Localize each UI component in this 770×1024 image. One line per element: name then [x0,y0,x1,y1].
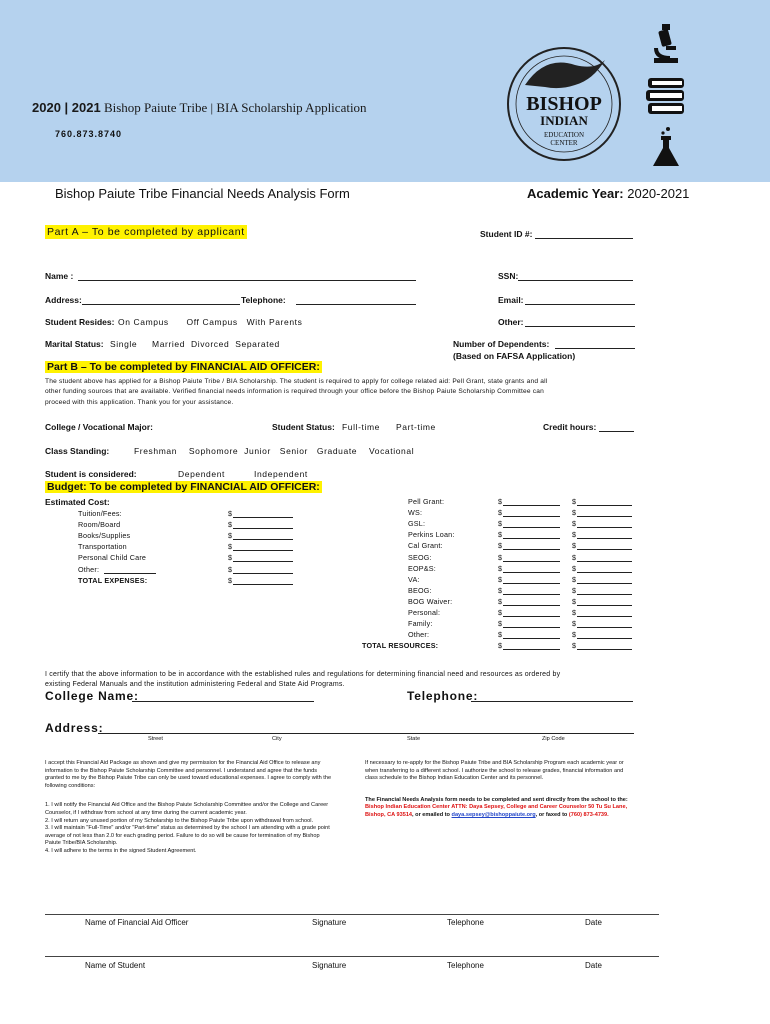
dollar-sign: $ [572,563,577,573]
cost-item-label: Personal Child Care [78,553,147,563]
name-field[interactable] [78,280,416,281]
considered-label: Student is considered: [45,469,137,479]
dollar-sign: $ [572,541,577,551]
resource-item-label: Family: [408,619,433,629]
telephone-label: Telephone: [241,295,286,305]
resource-item-label: VA: [408,574,420,584]
college-name-field[interactable] [132,701,314,702]
right-agreement-text: If necessary to re-apply for the Bishop Paiute Tribe and BIA Scholarship Program each academic year or when transferring to a different school. I authorize the school to release grades, financial information and class schedule to the Bishop Indian Education Center and its personnel. The Financial Needs Analysis form needs to be completed and sent directly from the school to the: Bishop Indian Education Center ATTN: Daya Sepsey, College and Career Counselor 50 Tu Su Lane, Bishop, CA 93514, or emailed to daya.sepsey@bishoppaiute.org, or faxed to (760) 873-4739. [365,760,628,818]
resource-col1-field[interactable] [503,538,560,539]
email-link[interactable]: daya.sepsey@bishoppaiute.org [451,811,536,818]
dollar-sign: $ [498,541,503,551]
resource-col1-field[interactable] [503,561,560,562]
bishop-indian-education-center-logo [505,45,623,163]
cost-item-label: Books/Supplies [78,531,131,541]
resource-item-label: Cal Grant: [408,541,443,551]
dollar-sign: $ [498,585,503,595]
resource-col1-field[interactable] [503,616,560,617]
resource-col2-field[interactable] [577,527,632,528]
sig2-telephone: Telephone [447,961,484,970]
resource-item-label: Other: [408,630,430,640]
other-cost-blank[interactable] [104,573,156,574]
books-icon [644,74,688,118]
address2-label: Address: [45,721,104,735]
resource-col2-field[interactable] [577,516,632,517]
part-b-intro-2: other funding sources that are available. Verified financial needs information is required through your office before the Bishop Paiute Scholarship Committee can [45,388,545,395]
other-field[interactable] [525,326,635,327]
dollar-sign: $ [572,619,577,629]
application-title: 2020 | 2021 Bishop Paiute Tribe | BIA Scholarship Application [32,100,367,115]
major-label: College / Vocational Major: [45,422,153,432]
credit-hours-label: Credit hours: [543,422,597,432]
dollar-sign: $ [228,509,233,518]
resource-item-label: SEOG: [408,552,432,562]
other-label: Other: [498,317,524,327]
addr-state: State [407,736,421,742]
logo-bishop-text: BISHOP [526,93,602,115]
cost-item-label: Transportation [78,542,127,552]
dollar-sign: $ [228,553,233,563]
address-field[interactable] [82,304,240,305]
resource-item-label: Perkins Loan: [408,530,455,540]
form-title: Bishop Paiute Tribe Financial Needs Analysis Form [55,186,350,201]
resource-col2-field[interactable] [577,505,632,506]
class-standing-options[interactable]: Freshman Sophomore Junior Senior Graduate Vocational [134,446,415,456]
resource-item-label: Pell Grant: [408,497,445,506]
resource-col1-field[interactable] [503,527,560,528]
dollar-sign: $ [498,530,503,540]
name-label: Name : [45,271,74,281]
academic-year: Academic Year: 2020-2021 [527,186,690,201]
dependent-option[interactable]: Dependent [178,469,225,479]
dollar-sign: $ [572,574,577,584]
dollar-sign: $ [572,497,577,506]
resource-item-label: WS: [408,508,423,518]
email-label: Email: [498,295,524,305]
college-name-label: College Name: [45,689,139,703]
resource-col1-field[interactable] [503,505,560,506]
telephone2-label: Telephone: [407,689,479,703]
addr-street: Street [148,736,163,742]
student-status-label: Student Status: [272,422,335,432]
resource-col2-field[interactable] [577,538,632,539]
student-id-label: Student ID #: [480,229,533,239]
resource-item-label: EOP&S: [408,563,436,573]
addr-zip: Zip Code [542,736,565,742]
address-label: Address: [45,295,82,305]
signature-line-1[interactable] [45,914,659,915]
sig1-name: Name of Financial Aid Officer [85,918,189,927]
sig1-signature: Signature [312,918,347,927]
resource-item-label: Personal: [408,608,441,617]
marital-status-options[interactable]: Single Married Divorced Separated [110,339,280,349]
resource-col1-field[interactable] [503,605,560,606]
dollar-sign: $ [498,508,503,518]
dollar-sign: $ [572,508,577,518]
telephone-field[interactable] [296,304,416,305]
dependents-field[interactable] [555,348,635,349]
dollar-sign: $ [572,630,577,640]
resource-item-label: BEOG: [408,585,432,595]
dollar-sign: $ [228,564,233,574]
resource-item-label: GSL: [408,519,426,529]
resides-label: Student Resides: [45,317,115,327]
resource-col1-field[interactable] [503,572,560,573]
dollar-sign: $ [572,641,577,651]
credit-hours-field[interactable] [599,431,634,432]
cost-item-field[interactable] [233,550,293,551]
addr-city: City [272,736,282,742]
resource-col2-field[interactable] [577,638,632,639]
total-expenses-label: TOTAL EXPENSES: [78,575,148,585]
dollar-sign: $ [228,520,233,530]
sig2-date: Date [585,961,602,970]
dollar-sign: $ [572,608,577,617]
dollar-sign: $ [498,596,503,606]
dollar-sign: $ [572,519,577,529]
telephone2-field[interactable] [471,701,633,702]
dollar-sign: $ [498,619,503,629]
estimated-cost-label: Estimated Cost: [45,497,110,507]
part-a-title: Part A – To be completed by applicant [47,226,245,238]
dollar-sign: $ [498,630,503,640]
header-phone: 760.873.8740 [55,129,123,139]
resource-col1-field[interactable] [503,549,560,550]
resource-col1-field[interactable] [503,627,560,628]
independent-option[interactable]: Independent [254,469,308,479]
marital-status-label: Marital Status: [45,339,104,349]
certify-line-1: I certify that the above information to be in accordance with the established rules and regulations for determining financial need and resources as ordered by [45,671,561,678]
cost-item-label: Other: [78,564,100,574]
signature-line-2[interactable] [45,956,659,957]
total-expenses-field[interactable] [233,584,293,585]
dollar-sign: $ [498,563,503,573]
class-standing-label: Class Standing: [45,446,110,456]
sig1-telephone: Telephone [447,918,484,927]
sig2-name: Name of Student [85,961,146,970]
parttime-option[interactable]: Part-time [396,422,436,432]
dollar-sign: $ [228,575,233,585]
logo-indian-text: INDIAN [540,113,588,128]
certify-line-2: existing Federal Manuals and the institution administering Federal and State Aid Programs. [45,681,345,688]
microscope-icon [644,22,688,66]
resource-col1-field[interactable] [503,583,560,584]
sig2-signature: Signature [312,961,347,970]
fulltime-option[interactable]: Full-time [342,422,380,432]
dollar-sign: $ [498,497,503,506]
part-b-intro-1: The student above has applied for a Bishop Paiute Tribe / BIA Scholarship. The student is required to apply for college related aid: Pell Grant, state grants and all [45,378,548,385]
resource-col2-field[interactable] [577,594,632,595]
cost-item-field[interactable] [233,573,293,574]
dollar-sign: $ [498,574,503,584]
dollar-sign: $ [572,552,577,562]
left-agreement-text: I accept this Financial Aid Package as shown and give my permission for the Financial Aid Office to release any information to the Bishop Paiute Scholarship Committee and personnel. I understand and agree that the funds granted to me by the Bishop Paiute Tribe can only be used toward educational expenses. I agree to comply with the following conditions: 1. I will notify the Financial Aid Office and the Bishop Paiute Scholarship Committee and/or the College and Career Counselor, if I withdraw from school at any time during the current academic year. 2. I will return any unused portion of my Scholarship to the Bishop Paiute Tribe upon withdrawal from school. 3. I will maintain "Full-Time" and/or "Part-time" status as determined by the school I am attending with a grade point average of not less than 2.0 for each grading period. Failure to do so will be cause for termination of my Bishop Paiute Tribe/BIA Scholarship. 4. I will adhere to the terms in the signed Student Agreement. [45,760,332,854]
sig1-date: Date [585,918,602,927]
logo-education-text: EDUCATION [543,131,585,139]
resource-col2-field[interactable] [577,583,632,584]
flask-icon [644,126,688,170]
cost-item-field[interactable] [233,539,293,540]
email-field[interactable] [525,304,635,305]
ssn-label: SSN: [498,271,519,281]
resource-col1-field[interactable] [503,516,560,517]
dollar-sign: $ [498,608,503,617]
resource-col2-field[interactable] [577,627,632,628]
logo-center-text: CENTER [550,139,578,147]
resource-col2-field[interactable] [577,616,632,617]
part-b-intro-3: proceed with this application. Thank you for your assistance. [45,399,234,406]
ssn-field[interactable] [518,280,633,281]
cost-item-field[interactable] [233,528,293,529]
resource-col2-field[interactable] [577,549,632,550]
cost-item-field[interactable] [233,517,293,518]
total-resources-col2[interactable] [577,649,632,650]
resource-col1-field[interactable] [503,594,560,595]
budget-title: Budget: To be completed by FINANCIAL AID OFFICER: [47,481,320,493]
part-b-title: Part B – To be completed by FINANCIAL AID OFFICER: [47,361,320,373]
dependents-label: Number of Dependents: [453,339,550,349]
student-id-field[interactable] [535,238,633,239]
dollar-sign: $ [228,531,233,541]
dollar-sign: $ [572,530,577,540]
dollar-sign: $ [572,596,577,606]
resource-col1-field[interactable] [503,638,560,639]
resource-col2-field[interactable] [577,561,632,562]
dollar-sign: $ [498,552,503,562]
cost-item-label: Tuition/Fees: [78,509,122,518]
dollar-sign: $ [498,519,503,529]
resource-item-label: BOG Waiver: [408,596,453,606]
resource-col2-field[interactable] [577,572,632,573]
resource-col2-field[interactable] [577,605,632,606]
total-resources-col1[interactable] [503,649,560,650]
cost-item-label: Room/Board [78,520,121,530]
resides-options[interactable]: On Campus Off Campus With Parents [118,317,303,327]
dollar-sign: $ [228,542,233,552]
total-resources-label: TOTAL RESOURCES: [362,641,439,651]
cost-item-field[interactable] [233,561,293,562]
dollar-sign: $ [572,585,577,595]
dollar-sign: $ [498,641,503,651]
address2-field[interactable] [98,733,634,734]
dependents-note: (Based on FAFSA Application) [453,351,576,361]
